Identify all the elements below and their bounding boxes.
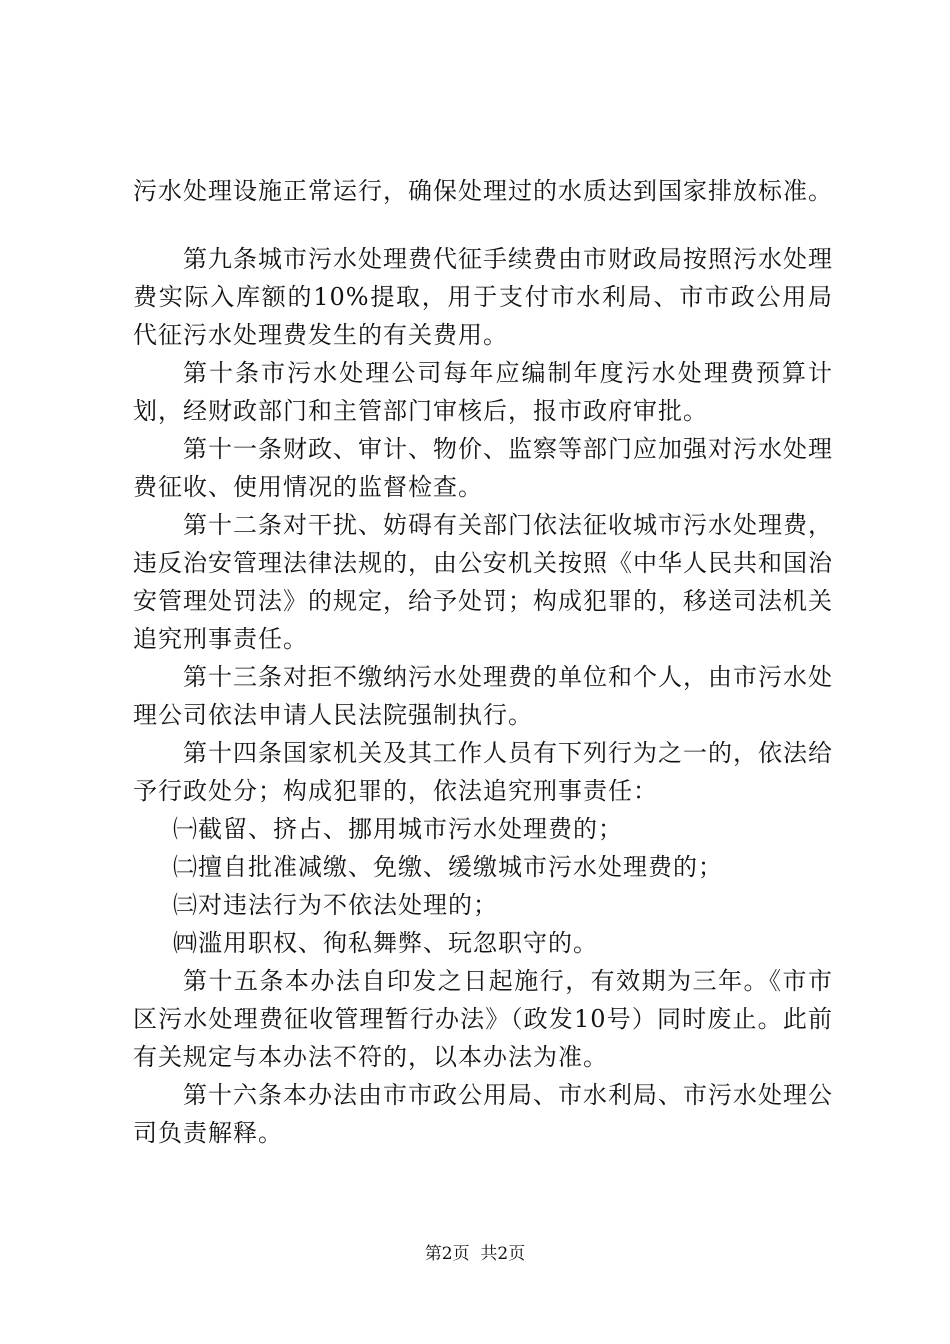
article-13: 第十三条对拒不缴纳污水处理费的单位和个人，由市污水处理公司依法申请人民法院强制执行。 — [133, 663, 833, 729]
page-number: 第2页 共2页 — [424, 1244, 526, 1264]
article-14-item-3: ㈢对违法行为不依法处理的； — [173, 891, 498, 919]
article-14-item-2: ㈡擅自批准减缴、免缴、缓缴城市污水处理费的； — [173, 853, 723, 881]
article-9: 第九条城市污水处理费代征手续费由市财政局按照污水处理费实际入库额的10%提取，用于支付市水利局、市市政公用局代征污水处理费发生的有关费用。 — [133, 245, 833, 349]
article-16: 第十六条本办法由市市政公用局、市水利局、市污水处理公司负责解释。 — [133, 1081, 833, 1147]
article-15: 第十五条本办法自印发之日起施行，有效期为三年。《市市区污水处理费征收管理暂行办法》（政发10号）同时废止。此前有关规定与本办法不符的，以本办法为准。 — [133, 967, 833, 1071]
article-14-item-4: ㈣滥用职权、徇私舞弊、玩忽职守的。 — [173, 929, 598, 957]
document-body — [133, 172, 833, 1152]
article-14: 第十四条国家机关及其工作人员有下列行为之一的，依法给予行政处分；构成犯罪的，依法追究刑事责任： — [133, 739, 833, 805]
article-12: 第十二条对干扰、妨碍有关部门依法征收城市污水处理费，违反治安管理法律法规的，由公安机关按照《中华人民共和国治安管理处罚法》的规定，给予处罚；构成犯罪的，移送司法机关追究刑事责任。 — [133, 511, 833, 653]
article-10: 第十条市污水处理公司每年应编制年度污水处理费预算计划，经财政部门和主管部门审核后，报市政府审批。 — [133, 359, 833, 425]
page-footer — [0, 1243, 950, 1265]
article-14-item-1: ㈠截留、挤占、挪用城市污水处理费的； — [173, 815, 623, 843]
article-11: 第十一条财政、审计、物价、监察等部门应加强对污水处理费征收、使用情况的监督检查。 — [133, 435, 833, 501]
paragraph-continuation: 污水处理设施正常运行，确保处理过的水质达到国家排放标准。 — [133, 177, 833, 205]
